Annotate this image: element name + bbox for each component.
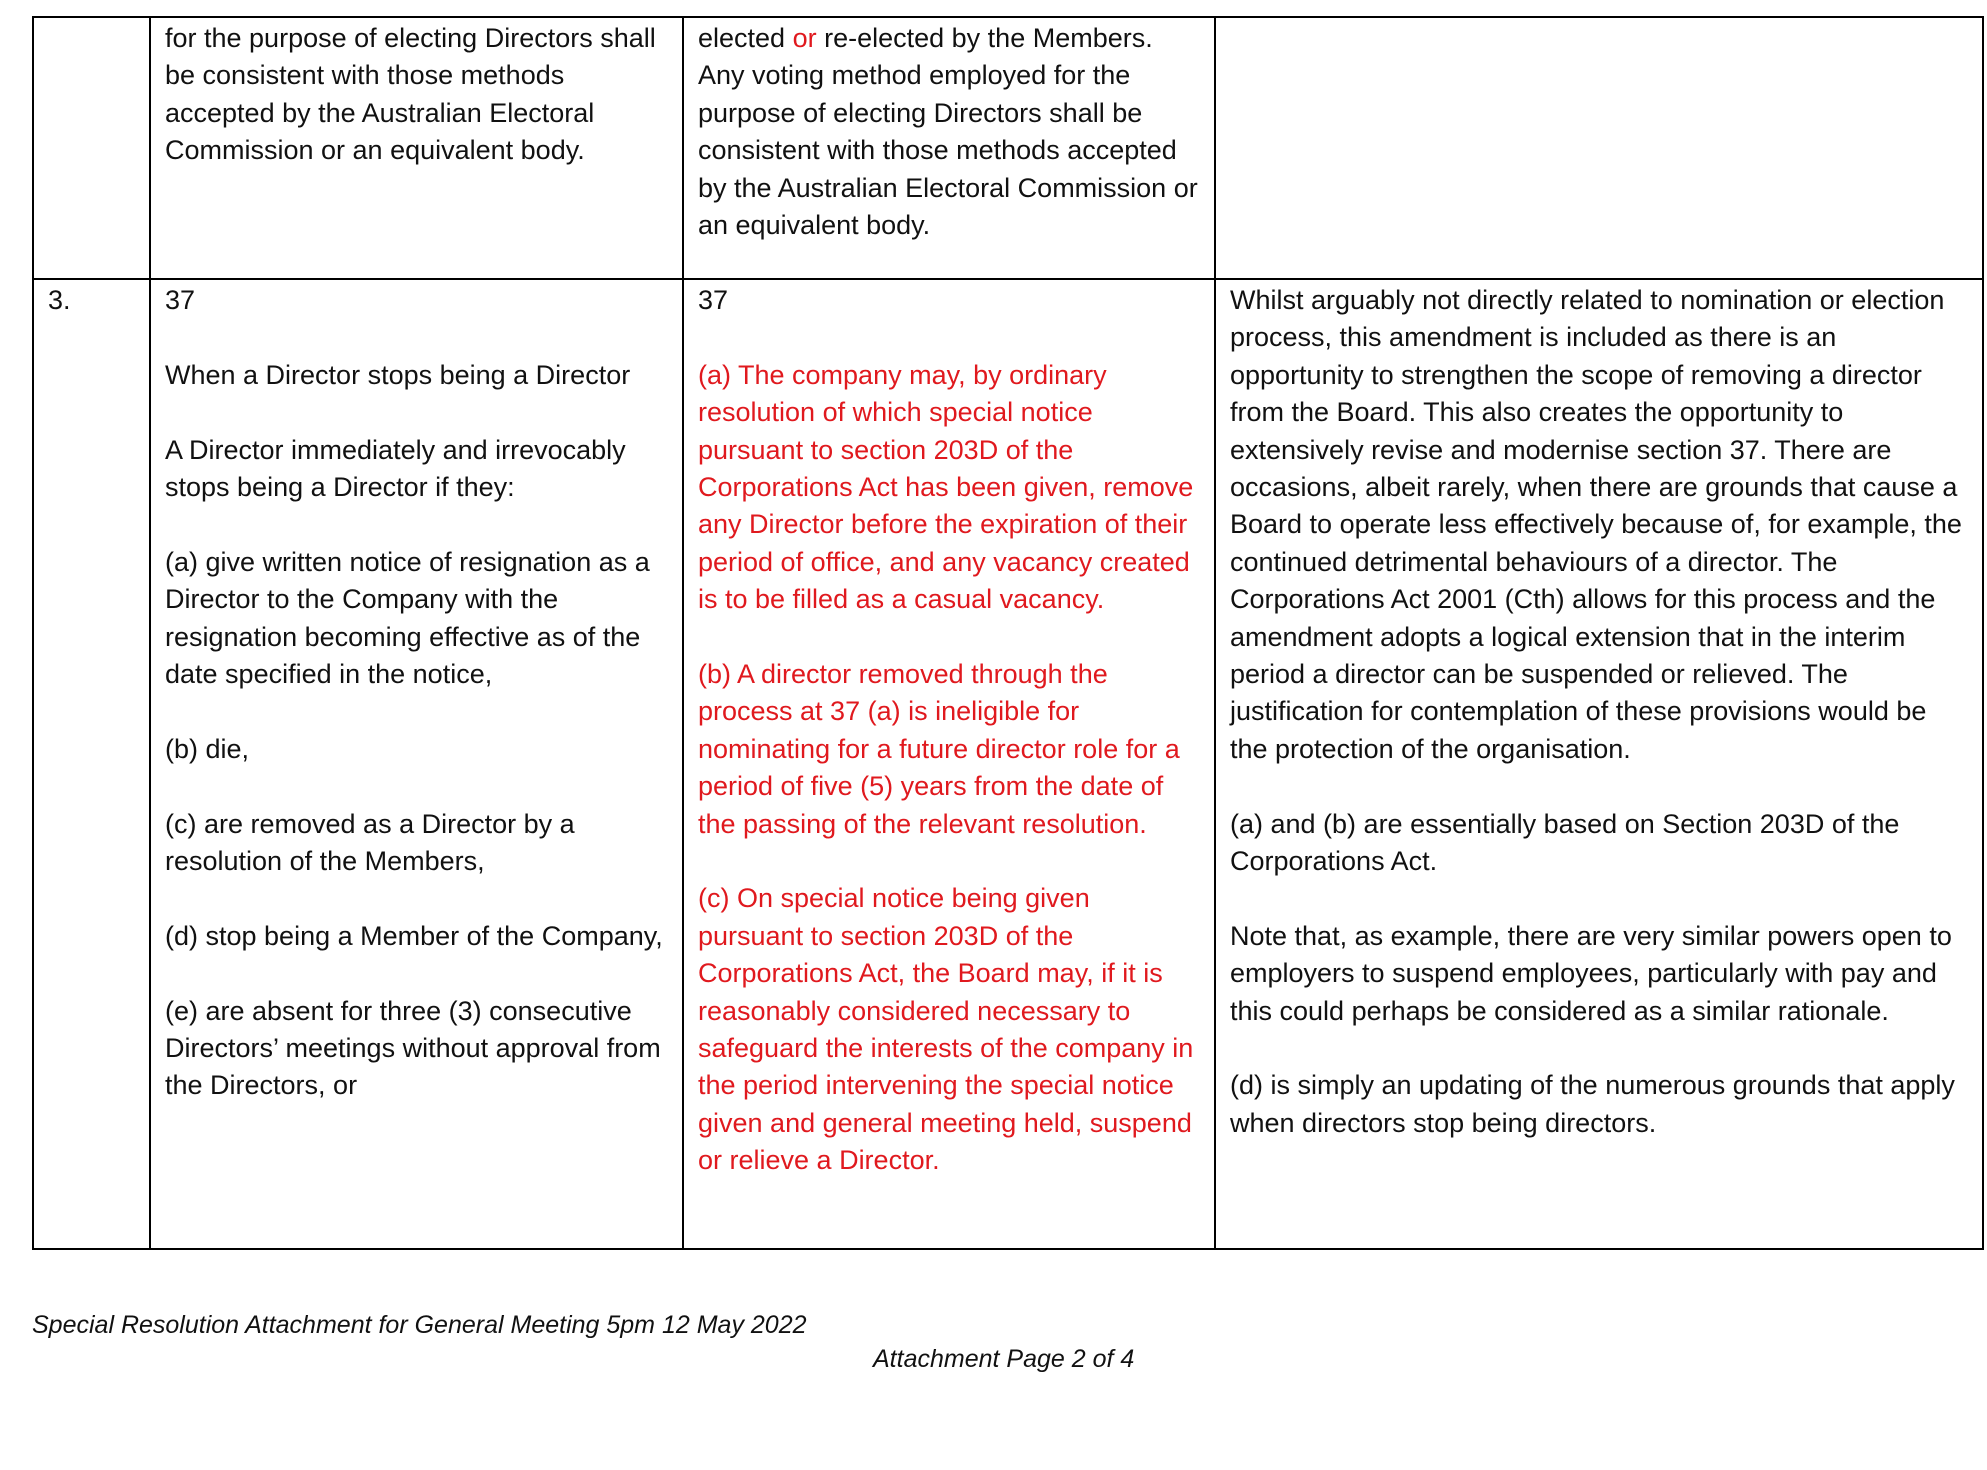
current-clause-c: (c) are removed as a Director by a resolution of the Members, (165, 808, 575, 877)
amendments-table (32, 16, 1984, 1250)
rationale-paragraph: (a) and (b) are essentially based on Section 203D of the Corporations Act. (1230, 808, 1900, 877)
proposed-text-part-3: re-elected by the Members. Any voting method employed for the purpose of electing Directors shall be consistent with those methods accepted by the Australian Electoral Commission or an equivalent body. (698, 23, 1198, 241)
proposed-text-cell (683, 279, 1215, 1249)
current-text-cell (150, 279, 683, 1249)
item-number-cell (33, 279, 150, 1249)
proposed-clause-c: (c) On special notice being given pursuant to section 203D of the Corporations Act, the Board may, if it is reasonably considered necessary to safeguard the interests of the company in the period intervening the special notice given and general meeting held, suspend or relieve a Director. (698, 883, 1194, 1176)
current-clause-e: (e) are absent for three (3) consecutive Directors’ meetings without approval from the Directors, or (165, 995, 661, 1101)
proposed-text-amendment: or (792, 23, 817, 53)
proposed-clause-a: (a) The company may, by ordinary resolution of which special notice pursuant to section 203D of the Corporations Act has been given, remove any Director before the expiration of their period of office, and any vacancy created is to be filled as a casual vacancy. (698, 359, 1194, 615)
footer-meeting-title: Special Resolution Attachment for General Meeting 5pm 12 May 2022 (32, 1311, 807, 1339)
rationale-paragraph: Note that, as example, there are very similar powers open to employers to suspend employees, particularly with pay and this could perhaps be considered as a similar rationale. (1230, 920, 1952, 1026)
rationale-cell (1215, 17, 1983, 279)
rationale-cell (1215, 279, 1983, 1249)
current-text-cell (150, 17, 683, 279)
current-clause-number: 37 (165, 285, 196, 315)
proposed-clause-b: (b) A director removed through the process at 37 (a) is ineligible for nominating for a future director role for a period of five (5) years from the date of the passing of the relevant resolution. (698, 659, 1180, 839)
proposed-text (698, 20, 1201, 244)
current-text: for the purpose of electing Directors shall be consistent with those methods accepted by the Australian Electoral Commission or an equivalent body. (165, 23, 656, 166)
current-clause-b: (b) die, (165, 733, 250, 764)
current-clause-d: (d) stop being a Member of the Company, (165, 920, 663, 951)
table-row-continued (33, 17, 1983, 279)
proposed-text-cell (683, 17, 1215, 279)
proposed-text-part-1: elected (698, 23, 793, 53)
current-clause-a: (a) give written notice of resignation as a Director to the Company with the resignation becoming effective as of the date specified in the notice, (165, 546, 650, 690)
item-number-cell (33, 17, 150, 279)
current-clause-intro: A Director immediately and irrevocably stops being a Director if they: (165, 434, 626, 502)
rationale-paragraph: Whilst arguably not directly related to nomination or election process, this amendment is included as there is an opportunity to strengthen the scope of removing a director from the Board. This also creates the opportunity to extensively revise and modernise section 37. There are occasions, albeit rarely, when there are grounds that cause a Board to operate less effectively because of, for example, the continued detrimental behaviours of a director. The Corporations Act 2001 (Cth) allows for this process and the amendment adopts a logical extension that in the interim period a director can be suspended or relieved. The justification for contemplation of these provisions would be the protection of the organisation. (1230, 285, 1962, 764)
footer-page-number: Attachment Page 2 of 4 (873, 1345, 1135, 1373)
item-number: 3. (48, 285, 71, 315)
proposed-clause-number: 37 (698, 285, 729, 315)
rationale-paragraph: (d) is simply an updating of the numerous grounds that apply when directors stop being directors. (1230, 1070, 1955, 1138)
current-clause-heading: When a Director stops being a Director (165, 359, 631, 390)
table-row-3 (33, 279, 1983, 1249)
